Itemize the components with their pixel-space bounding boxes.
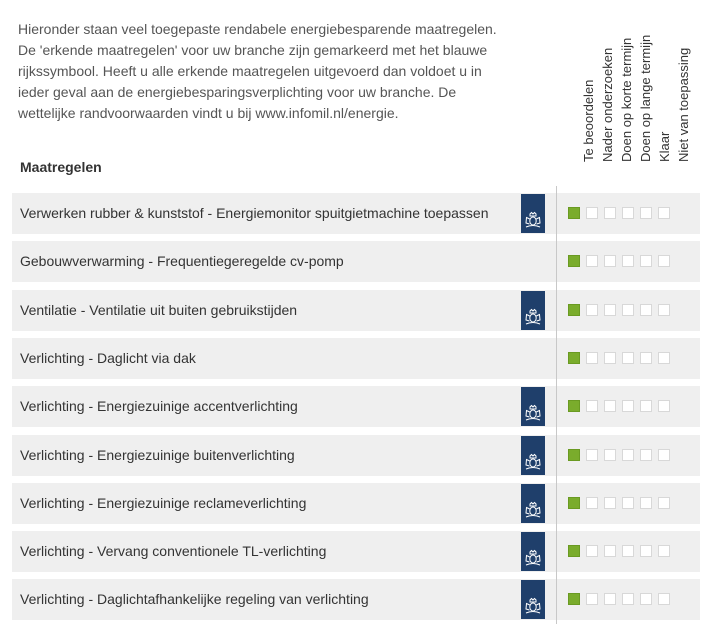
status-checkbox[interactable] bbox=[568, 352, 580, 364]
table-heading: Maatregelen bbox=[20, 159, 102, 175]
status-checkbox[interactable] bbox=[586, 304, 598, 316]
status-checkbox[interactable] bbox=[622, 304, 634, 316]
measure-label: Ventilatie - Ventilatie uit buiten gebruikstijden bbox=[20, 302, 298, 318]
measure-label: Verlichting - Vervang conventionele TL-verlichting bbox=[20, 543, 327, 559]
intro-text bbox=[18, 19, 518, 124]
column-header-label: Doen op korte termijn bbox=[619, 37, 634, 162]
column-header bbox=[644, 131, 672, 176]
measure-label: Verlichting - Energiezuinige reclameverlichting bbox=[20, 495, 307, 511]
column-header-label: Doen op lange termijn bbox=[638, 34, 653, 162]
status-checkbox[interactable] bbox=[622, 497, 634, 509]
status-checkbox[interactable] bbox=[658, 207, 670, 219]
measure-row bbox=[12, 483, 700, 524]
status-options bbox=[568, 255, 678, 267]
intro-line: rijkssymbool. Heeft u alle erkende maatregelen uitgevoerd dan voldoet u in bbox=[18, 63, 482, 79]
intro-line: Hieronder staan veel toegepaste rendabele energiebesparende maatregelen. bbox=[18, 21, 497, 37]
rijkssymbool-icon bbox=[521, 194, 545, 233]
status-checkbox[interactable] bbox=[622, 255, 634, 267]
status-checkbox[interactable] bbox=[568, 497, 580, 509]
status-checkbox[interactable] bbox=[640, 352, 652, 364]
status-checkbox[interactable] bbox=[658, 545, 670, 557]
measure-row bbox=[12, 241, 700, 282]
measure-row bbox=[12, 531, 700, 572]
status-options bbox=[568, 352, 678, 364]
status-checkbox[interactable] bbox=[640, 593, 652, 605]
measure-row bbox=[12, 290, 700, 331]
status-checkbox[interactable] bbox=[586, 593, 598, 605]
status-checkbox[interactable] bbox=[604, 255, 616, 267]
status-checkbox[interactable] bbox=[586, 449, 598, 461]
column-header-label: Klaar bbox=[657, 131, 672, 162]
status-checkbox[interactable] bbox=[586, 497, 598, 509]
rijkssymbool-icon bbox=[521, 291, 545, 330]
measure-label: Verlichting - Energiezuinige buitenverlichting bbox=[20, 447, 295, 463]
status-checkbox[interactable] bbox=[622, 449, 634, 461]
measure-row bbox=[12, 386, 700, 427]
column-header bbox=[568, 79, 596, 176]
status-checkbox[interactable] bbox=[622, 352, 634, 364]
status-options bbox=[568, 545, 678, 557]
rijkssymbool-icon bbox=[521, 580, 545, 619]
status-checkbox[interactable] bbox=[568, 207, 580, 219]
measure-row bbox=[12, 338, 700, 379]
status-checkbox[interactable] bbox=[640, 400, 652, 412]
status-checkbox[interactable] bbox=[604, 545, 616, 557]
status-checkbox[interactable] bbox=[640, 255, 652, 267]
intro-line: wettelijke randvoorwaarden vindt u bij www.infomil.nl/energie. bbox=[18, 105, 399, 121]
status-checkbox[interactable] bbox=[658, 255, 670, 267]
status-checkbox[interactable] bbox=[658, 497, 670, 509]
column-divider bbox=[556, 186, 557, 624]
status-options bbox=[568, 304, 678, 316]
status-checkbox[interactable] bbox=[640, 497, 652, 509]
status-checkbox[interactable] bbox=[658, 304, 670, 316]
status-checkbox[interactable] bbox=[568, 449, 580, 461]
status-checkbox[interactable] bbox=[658, 449, 670, 461]
status-checkbox[interactable] bbox=[622, 400, 634, 412]
status-checkbox[interactable] bbox=[604, 593, 616, 605]
rijkssymbool-icon bbox=[521, 484, 545, 523]
status-checkbox[interactable] bbox=[658, 593, 670, 605]
status-checkbox[interactable] bbox=[568, 304, 580, 316]
status-checkbox[interactable] bbox=[604, 352, 616, 364]
rijkssymbool-icon bbox=[521, 436, 545, 475]
measure-row bbox=[12, 579, 700, 620]
status-checkbox[interactable] bbox=[604, 400, 616, 412]
status-checkbox[interactable] bbox=[622, 207, 634, 219]
status-options bbox=[568, 593, 678, 605]
status-checkbox[interactable] bbox=[658, 352, 670, 364]
rijkssymbool-icon bbox=[521, 532, 545, 571]
measure-row bbox=[12, 435, 700, 476]
status-checkbox[interactable] bbox=[640, 304, 652, 316]
measure-label: Verlichting - Energiezuinige accentverlichting bbox=[20, 398, 298, 414]
intro-line: De 'erkende maatregelen' voor uw branche zijn gemarkeerd met het blauwe bbox=[18, 42, 488, 58]
column-header-label: Te beoordelen bbox=[581, 79, 596, 162]
column-header-label: Niet van toepassing bbox=[676, 47, 691, 162]
measure-row bbox=[12, 193, 700, 234]
status-checkbox[interactable] bbox=[640, 449, 652, 461]
status-options bbox=[568, 497, 678, 509]
status-checkbox[interactable] bbox=[586, 255, 598, 267]
column-headers bbox=[560, 0, 690, 180]
rijkssymbool-icon bbox=[521, 387, 545, 426]
measure-label: Gebouwverwarming - Frequentiegeregelde cv-pomp bbox=[20, 253, 344, 269]
status-checkbox[interactable] bbox=[604, 497, 616, 509]
status-checkbox[interactable] bbox=[586, 207, 598, 219]
intro-line: ieder geval aan de energiebesparingsverplichting voor uw branche. De bbox=[18, 84, 457, 100]
status-checkbox[interactable] bbox=[640, 545, 652, 557]
status-checkbox[interactable] bbox=[658, 400, 670, 412]
status-checkbox[interactable] bbox=[586, 545, 598, 557]
status-checkbox[interactable] bbox=[604, 449, 616, 461]
measure-label: Verlichting - Daglichtafhankelijke regeling van verlichting bbox=[20, 591, 369, 607]
status-checkbox[interactable] bbox=[568, 593, 580, 605]
column-header-label: Nader onderzoeken bbox=[600, 47, 615, 162]
status-checkbox[interactable] bbox=[568, 400, 580, 412]
status-checkbox[interactable] bbox=[586, 400, 598, 412]
status-checkbox[interactable] bbox=[568, 545, 580, 557]
status-options bbox=[568, 400, 678, 412]
status-checkbox[interactable] bbox=[640, 207, 652, 219]
status-checkbox[interactable] bbox=[604, 207, 616, 219]
status-options bbox=[568, 449, 678, 461]
status-checkbox[interactable] bbox=[586, 352, 598, 364]
status-checkbox[interactable] bbox=[622, 545, 634, 557]
measure-label: Verwerken rubber & kunststof - Energiemonitor spuitgietmachine toepassen bbox=[20, 205, 489, 221]
status-options bbox=[568, 207, 678, 219]
measure-label: Verlichting - Daglicht via dak bbox=[20, 350, 196, 366]
status-checkbox[interactable] bbox=[568, 255, 580, 267]
status-checkbox[interactable] bbox=[622, 593, 634, 605]
status-checkbox[interactable] bbox=[604, 304, 616, 316]
